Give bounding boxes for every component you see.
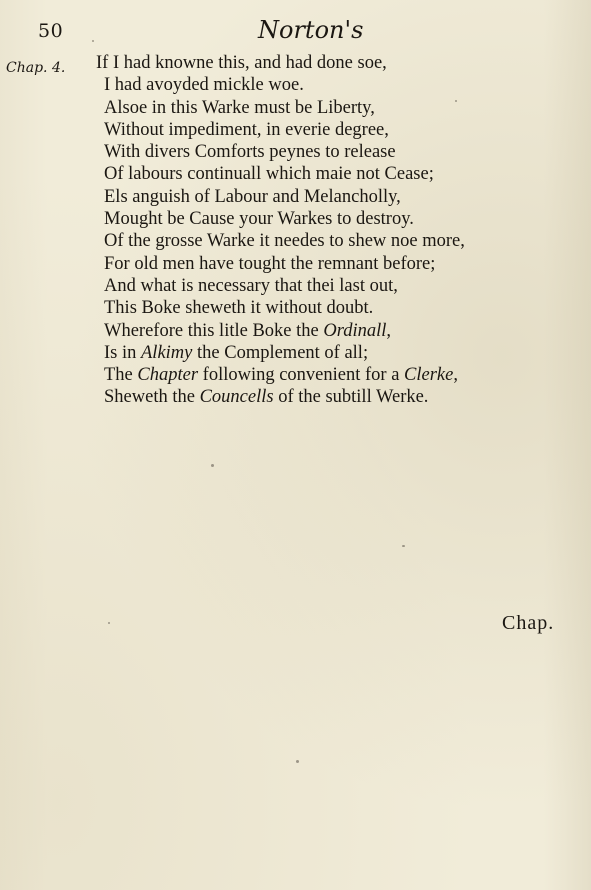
verse-line: Of labours continuall which maie not Cease;: [104, 164, 434, 185]
paper-speck: [211, 464, 214, 467]
catchword: Chap.: [502, 612, 555, 634]
paper-speck: [455, 100, 457, 102]
verse-line: Of the grosse Warke it needes to shew noe more,: [104, 231, 465, 252]
verse-line: The Chapter following convenient for a Clerke,: [104, 365, 458, 386]
verse-line: I had avoyded mickle woe.: [104, 75, 304, 96]
chapter-marker: Chap. 4.: [6, 60, 66, 76]
verse-line: Wherefore this litle Boke the Ordinall,: [104, 320, 392, 341]
verse-line: And what is necessary that thei last out,: [104, 275, 398, 296]
verse-line: For old men have tought the remnant before;: [104, 253, 436, 274]
verse-line: Mought be Cause your Warkes to destroy.: [104, 209, 414, 230]
verse-line: Without impediment, in everie degree,: [104, 119, 389, 140]
paper-speck: [296, 760, 299, 763]
paper-speck: [92, 40, 94, 42]
verse-line: Els anguish of Labour and Melancholly,: [104, 186, 401, 207]
verse-line: This Boke sheweth it without doubt.: [104, 298, 374, 319]
verse-line: Alsoe in this Warke must be Liberty,: [104, 97, 375, 118]
verse-line: With divers Comforts peynes to release: [104, 142, 396, 163]
running-head: Norton's: [258, 16, 364, 44]
paper-speck: [108, 622, 110, 624]
paper-speck: [402, 545, 405, 547]
verse-block: [96, 52, 465, 409]
verse-line: Is in Alkimy the Complement of all;: [104, 342, 369, 363]
verse-line: If I had knowne this, and had done soe,: [96, 53, 387, 73]
page-number: 50: [38, 20, 64, 42]
verse-line: Sheweth the Councells of the subtill Werke.: [104, 387, 429, 408]
